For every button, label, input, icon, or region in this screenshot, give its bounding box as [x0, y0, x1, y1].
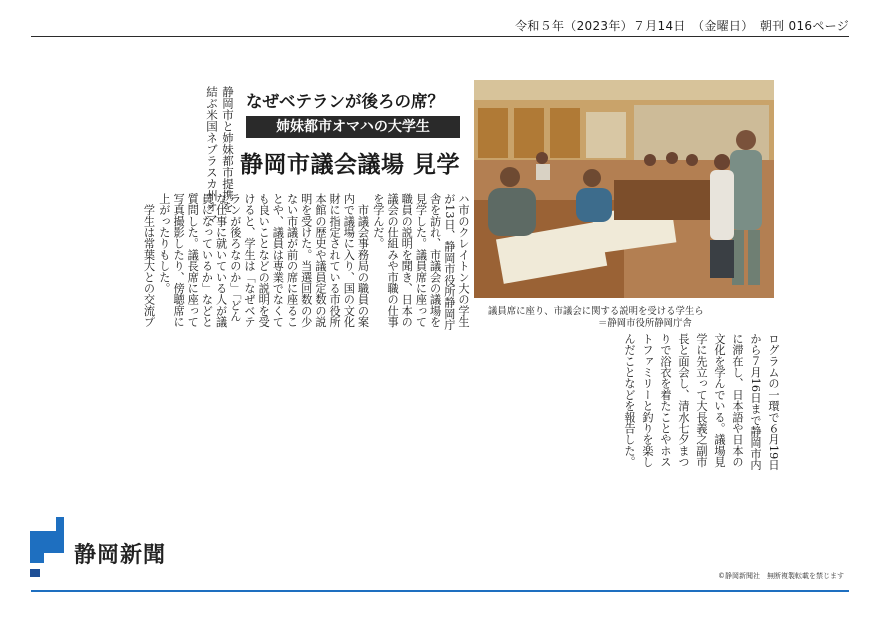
continuation-columns-line: 文化を学んでいる。議場見 — [713, 333, 726, 468]
article-title: 静岡市議会議場 見学 — [240, 151, 461, 178]
body-columns-line: ランが後ろなのか」「どん — [228, 193, 242, 322]
continuation-columns-line: 長と面会し、清水七夕まつ — [677, 333, 690, 468]
body-columns — [115, 193, 470, 343]
body-columns-line: 員になっているか」などと — [200, 193, 214, 328]
body-columns-line: が13日、静岡市役所静岡庁 — [442, 193, 456, 331]
continuation-columns-line: 学に先立って大長義之副市 — [695, 333, 708, 468]
body-columns-line: 写真撮影したり、傍聴席に — [172, 193, 186, 328]
body-columns-line: 財に指定されている市役所 — [328, 193, 342, 328]
continuation-columns-line: トファミリーと釣りを楽し — [641, 333, 654, 468]
copyright-notice: ©静岡新聞社 無断複製転載を禁じます — [718, 572, 844, 580]
body-columns-line: 議会の仕組みや市職の仕事 — [386, 193, 400, 328]
continuation-columns-line: ログラムの一環で６月19日 — [767, 333, 780, 471]
body-columns-line: ハ市のクレイトン大の学生 — [457, 193, 470, 328]
body-columns-line: 質問した。議長席に座って — [186, 193, 200, 328]
body-columns-line: を学んだ。 — [371, 193, 385, 249]
body-columns-line: 内で議場に入り、国の文化 — [342, 193, 356, 328]
body-columns-line: 市議会事務局の職員の案 — [356, 193, 370, 328]
continuation-columns — [595, 333, 780, 483]
photo-caption: 議員席に座り、市議会に関する説明を受ける学生ら — [488, 306, 704, 317]
footer-divider — [31, 590, 849, 592]
council-chamber-photo — [474, 80, 774, 298]
continuation-columns-line: から７月16日まで静岡市内 — [749, 333, 762, 471]
body-columns-line: けると、学生は「なぜベテ — [243, 193, 256, 328]
headline: なぜベテランが後ろの席？ — [246, 92, 444, 111]
continuation-columns-line: に滞在し、日本語や日本の — [731, 333, 744, 468]
body-columns-line: 学生は常葉大との交流プ — [142, 193, 156, 328]
body-columns-line: 職員の説明を聞き、日本の — [400, 193, 414, 328]
shizuoka-shimbun-logo-icon — [30, 517, 70, 581]
body-columns-line: 見学した。議員席に座って — [414, 193, 428, 328]
body-columns-line: 本館の歴史や議員定数の説 — [313, 193, 327, 328]
article-body — [115, 193, 470, 343]
body-columns-line: も良いことなどの説明を受 — [257, 193, 271, 328]
lede-columns-line: 結ぶ米国ネブラスカ州オマ — [205, 86, 219, 224]
newspaper-brand: 静岡新聞 — [74, 543, 167, 568]
article-continuation — [595, 333, 780, 483]
body-columns-line: とや、議員は専業でなくて — [271, 193, 285, 328]
body-columns-line: 舎を訪れ、市議会の議場を — [428, 193, 442, 328]
photo-credit: ＝静岡市役所静岡庁舎 — [598, 318, 692, 329]
subheadline-band: 姉妹都市オマハの大学生 — [246, 116, 460, 138]
header-divider — [31, 36, 849, 37]
lede-columns-line: 静岡市と姉妹都市提携を — [221, 86, 235, 213]
continuation-columns-line: んだことなどを報告した。 — [623, 333, 636, 468]
issue-date-line: 令和５年（2023年）７月14日 （金曜日） 朝刊 016ページ — [515, 19, 849, 33]
body-columns-line: 明を受けた。当選回数の少 — [299, 193, 313, 328]
body-columns-line: な仕事に就いている人が議 — [214, 193, 228, 328]
body-columns-line: ない市議が前の席に座るこ — [285, 193, 299, 328]
body-columns-line: 上がったりもした。 — [157, 193, 171, 294]
continuation-columns-line: りで浴衣を着たことやホス — [659, 333, 672, 468]
